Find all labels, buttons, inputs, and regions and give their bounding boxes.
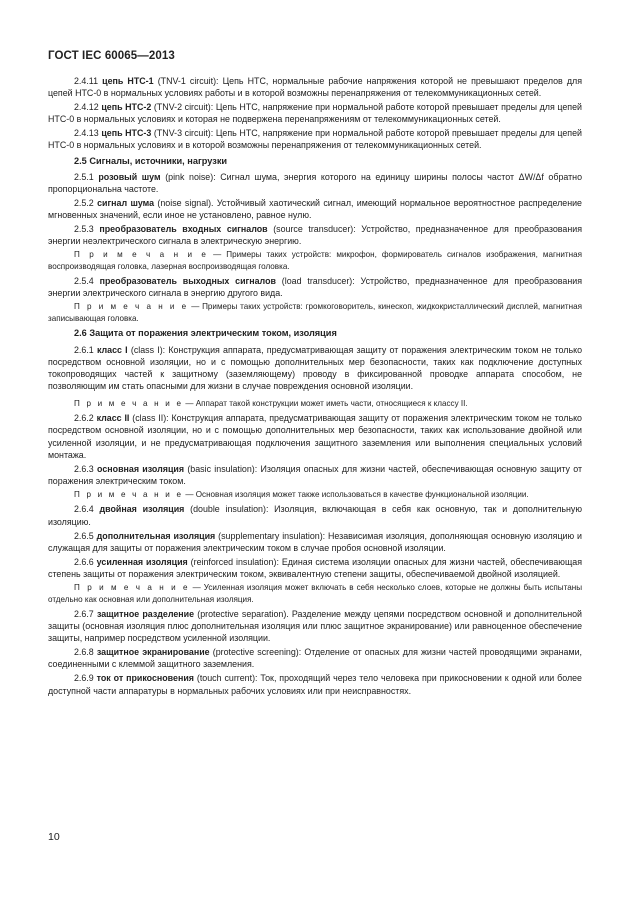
definition-paragraph <box>48 412 582 460</box>
defined-term: цепь НТС-2 <box>101 102 152 113</box>
page-number: 10 <box>48 831 60 843</box>
definition-paragraph <box>48 75 582 99</box>
note-text: — Усиленная изоляция может включать в себя несколько слоев, которые не должны быть испытаны отдельно как основная или дополнительная изоляция. <box>48 583 583 604</box>
definition-paragraph <box>48 275 582 299</box>
defined-term: двойная изоляция <box>99 504 185 515</box>
note-text: — Аппарат такой конструкции может иметь части, относящиеся к классу II. <box>185 398 468 408</box>
definition-paragraph <box>48 646 582 670</box>
clause-number: 2.6.7 <box>74 609 94 619</box>
note-label: П р и м е ч а н и е <box>74 250 209 260</box>
clause-number: 2.4.11 <box>74 76 99 86</box>
clause-number: 2.6.6 <box>74 556 94 567</box>
definition-paragraph <box>48 344 582 392</box>
definition-text: (touch current): Ток, проходящий через тело человека при прикосновении к одной или более доступной части аппаратуры в нормальных рабочих условиях или при неисправностях. <box>48 673 582 696</box>
note-text: — Основная изоляция может также использоваться в качестве функциональной изоляции. <box>185 489 529 499</box>
clause-number: 2.6.4 <box>74 504 94 515</box>
note-label: П р и м е ч а н и е <box>74 302 189 312</box>
definition-paragraph <box>48 503 582 527</box>
definition-text: (reinforced insulation): Единая система изоляции опасных для жизни частей, обеспечивающая степень защиты от поражения электрическим током, эквивалентную степени защиты, обеспечиваемой двойной изоляцией. <box>48 556 583 579</box>
note-label: П р и м е ч а н и е <box>74 489 184 499</box>
definition-text: (class II): Конструкция аппарата, предусматривающая защиту от поражения электрическим током не только посредством основной изоляции, но и с помощью дополнительных мер безопасности, таких как использование двойной или усиленной изоляции, и не предусматривающая подключения защитного заземления или выполнения специальных условий монтажа. <box>48 413 582 460</box>
defined-term: преобразователь выходных сигналов <box>99 276 276 287</box>
defined-term: цепь НТС-3 <box>101 128 152 139</box>
clause-number: 2.4.12 <box>74 102 99 113</box>
document-body <box>48 75 582 699</box>
defined-term: усиленная изоляция <box>96 556 188 567</box>
defined-term: основная изоляция <box>97 463 185 474</box>
note-text: — Примеры таких устройств: микрофон, формирователь сигналов изображения, магнитная воспроизводящая головка, лазерная воспроизводящая головка. <box>48 250 582 271</box>
definition-paragraph <box>48 463 582 487</box>
note-paragraph <box>48 249 582 272</box>
defined-term: сигнал шума <box>97 197 155 208</box>
definition-paragraph <box>48 223 582 247</box>
clause-number: 2.5.1 <box>74 171 94 182</box>
section-heading: 2.5 Сигналы, источники, нагрузки <box>74 155 228 166</box>
note-text: — Примеры таких устройств: громкоговоритель, кинескоп, жидкокристаллический дисплей, магнитная записывающая головка. <box>48 302 582 323</box>
definition-text: (TNV-3 circuit): Цепь НТС, напряжение при нормальной работе которой превышает пределы для цепей НТС-0 в нормальных условиях и в которой возможны перенапряжения от телекоммуникационных сетей. <box>48 128 582 151</box>
definition-text: (protective screening): Отделение от опасных для жизни частей проводящими экранами, соединенными с клеммой защитного заземления. <box>48 647 583 670</box>
defined-term: класс II <box>96 413 130 424</box>
definition-paragraph <box>48 608 582 644</box>
definition-paragraph <box>48 127 582 151</box>
note-label: П р и м е ч а н и е <box>74 398 184 408</box>
definition-paragraph <box>48 556 582 580</box>
clause-number: 2.6.3 <box>74 463 94 474</box>
definition-text: (basic insulation): Изоляция опасных для жизни частей, обеспечивающая основную защиту от поражения электрическим током. <box>48 463 583 486</box>
definition-text: (protective separation). Разделение между цепями посредством основной и дополнительной защиты (основная изоляция плюс дополнительная изоляция или плюс защитное экранирование) или равноценное обеспечение защиты, например посредством усиленной изоляции. <box>48 609 583 644</box>
clause-number: 2.6.1 <box>74 344 94 355</box>
definition-text: (noise signal). Устойчивый хаотический сигнал, имеющий нормальное вероятностное распределение мгновенных значений, если иное не установлено, равное нулю. <box>48 197 582 220</box>
clause-number: 2.6.2 <box>74 413 94 424</box>
definition-text: (supplementary insulation): Независимая изоляция, дополняющая основную изоляцию и служащая для защиты от поражения электрическим током в случае пробоя основной изоляции. <box>48 530 583 553</box>
definition-text: (TNV-2 circuit): Цепь НТС, напряжение при нормальной работе которой превышает пределы для цепей НТС-0 в нормальных условиях и которая не подвержена перенапряжениям от телекоммуникационных сетей. <box>48 102 582 125</box>
clause-number: 2.5.4 <box>74 276 94 287</box>
definition-paragraph <box>48 197 582 221</box>
definition-text: (TNV-1 circuit): Цепь НТС, нормальные рабочие напряжения которой не превышают пределов для цепей НТС-0 в нормальных условиях работы и в которой возможны перенапряжения от телекоммуникационных сетей. <box>48 76 583 99</box>
definition-text: (pink noise): Сигнал шума, энергия которого на единицу ширины полосы частот ΔW/Δf обратно пропорциональна частоте. <box>48 171 583 194</box>
clause-number: 2.5.2 <box>74 197 94 208</box>
clause-number: 2.4.13 <box>74 128 99 139</box>
note-paragraph <box>48 398 582 410</box>
section-heading: 2.6 Защита от поражения электрическим током, изоляция <box>74 328 337 339</box>
definition-text: (source transducer): Устройство, предназначенное для преобразования энергии неэлектрического сигнала в электрическую энергию. <box>48 224 583 247</box>
clause-number: 2.6.8 <box>74 647 94 658</box>
defined-term: цепь НТС-1 <box>102 76 154 86</box>
note-paragraph <box>48 582 582 605</box>
defined-term: преобразователь входных сигналов <box>99 224 268 235</box>
definition-text: (class I): Конструкция аппарата, предусматривающая защиту от поражения электрическим током не только посредством основной изоляции, но и с помощью дополнительных мер безопасности, таких как подключение доступных токопроводящих частей к защитному (заземляющему) проводу в фиксированной проводке аппарата способом, не позволяющим им стать опасными для жизни в случае повреждения основной изоляции. <box>48 344 583 391</box>
definition-paragraph <box>48 101 582 125</box>
definition-paragraph <box>48 672 582 696</box>
definition-text: (load transducer): Устройство, предназначенное для преобразования энергии электрического сигнала в энергию другого вида. <box>48 276 583 299</box>
defined-term: дополнительная изоляция <box>96 530 216 541</box>
defined-term: защитное экранирование <box>96 647 210 658</box>
definition-paragraph <box>48 171 582 195</box>
defined-term: защитное разделение <box>96 609 195 619</box>
defined-term: класс I <box>96 344 128 355</box>
note-label: П р и м е ч а н и е <box>74 583 190 592</box>
defined-term: розовый шум <box>98 171 161 182</box>
clause-number: 2.6.9 <box>74 673 94 684</box>
defined-term: ток от прикосновения <box>96 673 194 684</box>
note-paragraph <box>48 301 582 324</box>
note-paragraph <box>48 489 582 501</box>
clause-number: 2.5.3 <box>74 224 94 235</box>
document-header: ГОСТ IEC 60065—2013 <box>48 50 175 62</box>
definition-text: (double insulation): Изоляция, включающая в себя как основную, так и дополнительную изоляцию. <box>48 504 583 527</box>
clause-number: 2.6.5 <box>74 530 94 541</box>
definition-paragraph <box>48 530 582 554</box>
